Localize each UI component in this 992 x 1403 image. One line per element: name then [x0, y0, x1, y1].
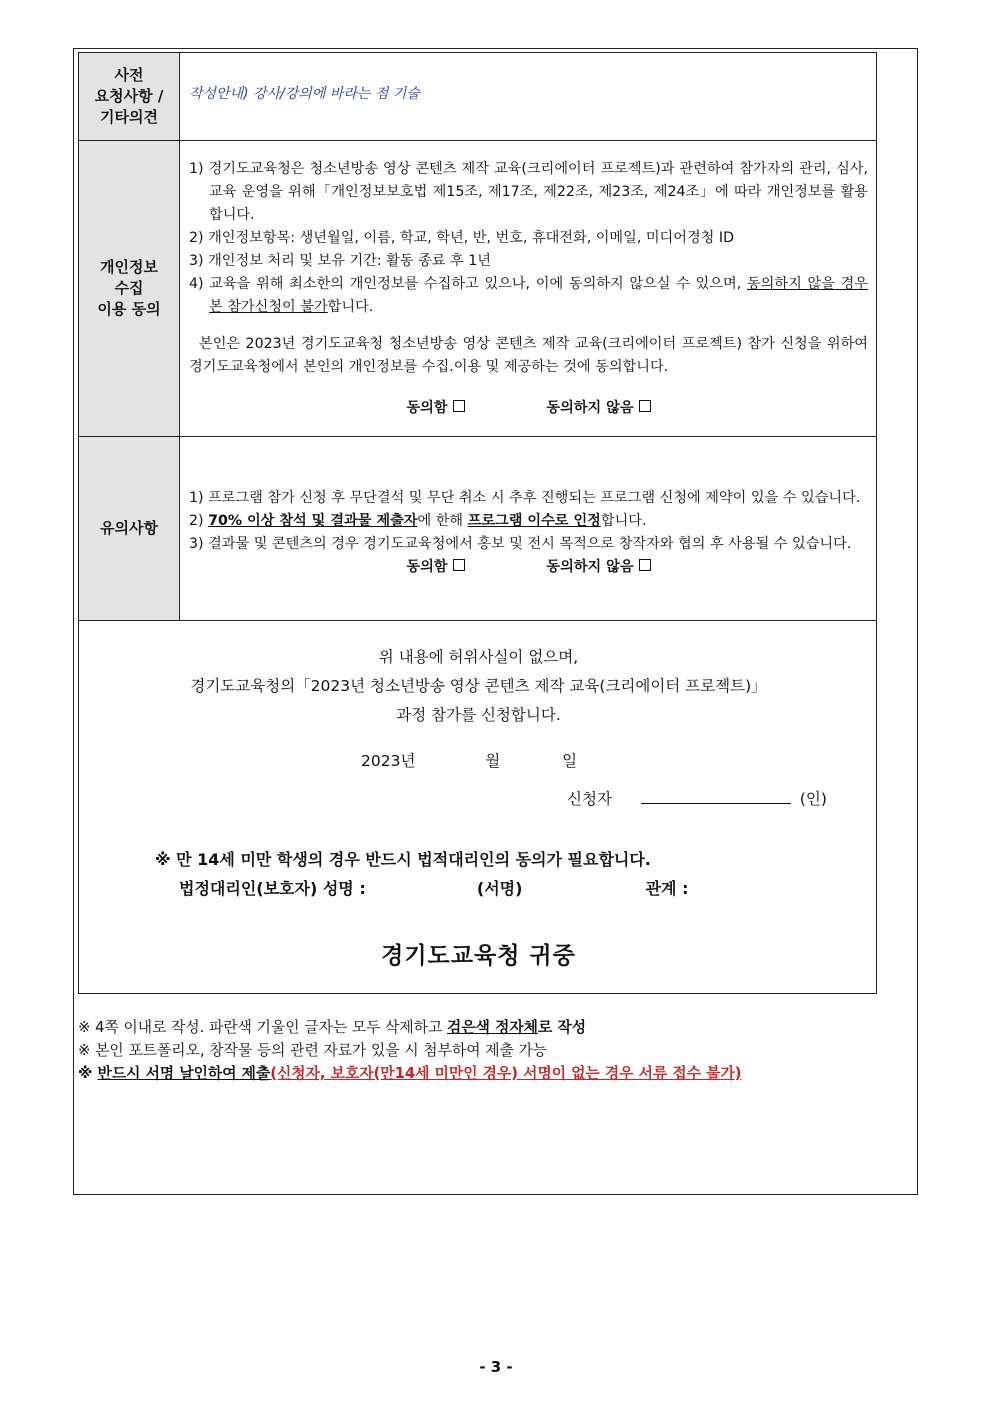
privacy-content: [180, 141, 877, 437]
page-number: - 3 -: [479, 1358, 513, 1376]
guardian-relation-label: 관계 :: [645, 879, 689, 898]
row-declaration: [79, 621, 877, 994]
privacy-item-1: 1) 경기도교육청은 청소년방송 영상 콘텐츠 제작 교육(크리에이터 프로젝트)과 관련하여 참가자의 관리, 심사, 교육 운영을 위해「개인정보보호법 제15조, 제17조, 제22조, 제23조, 제24조」에 따라 개인정보를 활용합니다.: [189, 160, 868, 223]
notice-content: [180, 437, 877, 621]
notice-disagree-checkbox[interactable]: [639, 559, 651, 571]
notice-item-3: 3) 결과물 및 콘텐츠의 경우 경기도교육청에서 홍보 및 전시 목적으로 창작자와 협의 후 사용될 수 있습니다.: [189, 535, 852, 552]
note-1: ※ 4쪽 이내로 작성. 파란색 기울인 글자는 모두 삭제하고 검은색 정자체로 작성: [78, 1019, 586, 1036]
recipient: 경기도교육청 귀중: [381, 943, 576, 969]
notice-agree-option[interactable]: 동의함: [406, 556, 464, 579]
declaration-text: 위 내용에 허위사실이 없으며, 경기도교육청의「2023년 청소년방송 영상 콘텐츠 제작 교육(크리에이터 프로젝트)」 과정 참가를 신청합니다.: [190, 648, 767, 724]
privacy-disagree-option[interactable]: 동의하지 않음: [546, 397, 650, 420]
row-notice-header: 유의사항: [79, 437, 180, 621]
row-request-header: 사전 요청사항 / 기타의견: [79, 53, 180, 141]
privacy-item-3: 3) 개인정보 처리 및 보유 기간: 활동 종료 후 1년: [189, 252, 491, 269]
guardian-label: 법정대리인(보호자) 성명 :: [179, 879, 366, 898]
privacy-consent-options: [189, 397, 868, 420]
date-month[interactable]: 월: [485, 752, 501, 770]
request-guide-text: 작성안내) 강사/강의에 바라는 점 기술: [189, 86, 420, 102]
privacy-agree-checkbox[interactable]: [453, 400, 465, 412]
privacy-item-4: 4) 교육을 위해 최소한의 개인정보를 수집하고 있으나, 이에 동의하지 않으실 수 있으며, 동의하지 않을 경우 본 참가신청이 불가합니다.: [189, 275, 868, 315]
notice-consent-options: [189, 556, 868, 579]
row-request: [79, 53, 877, 141]
notice-item-2: 2) 70% 이상 참석 및 결과물 제출자에 한해 프로그램 이수로 인정합니다.: [189, 512, 647, 529]
notice-item-1: 1) 프로그램 참가 신청 후 무단결석 및 무단 취소 시 추후 진행되는 프로그램 신청에 제약이 있을 수 있습니다.: [189, 489, 861, 506]
date-day[interactable]: 일: [562, 752, 578, 770]
date-line: [361, 749, 577, 771]
applicant-label: 신청자: [567, 790, 612, 808]
note-2: ※ 본인 포트폴리오, 창작물 등의 관련 자료가 있을 시 첨부하여 제출 가능: [78, 1042, 548, 1059]
privacy-disagree-checkbox[interactable]: [639, 400, 651, 412]
applicant-line: [567, 787, 827, 809]
footer-notes: [78, 1016, 742, 1085]
application-form-table: [78, 52, 877, 994]
row-privacy-header: 개인정보 수집 이용 동의: [79, 141, 180, 437]
privacy-item-2: 2) 개인정보항목: 생년월일, 이름, 학교, 학년, 반, 번호, 휴대전화, 이메일, 미디어경청 ID: [189, 229, 734, 246]
note-3: ※ 반드시 서명 날인하여 제출(신청자, 보호자(만14세 미만인 경우) 서명이 없는 경우 서류 접수 불가): [78, 1065, 742, 1082]
privacy-consent-text: 본인은 2023년 경기도교육청 청소년방송 영상 콘텐츠 제작 교육(크리에이터 프로젝트) 참가 신청을 위하여 경기도교육청에서 본인의 개인정보를 수집.이용 및 제공하는 것에 동의합니다.: [189, 335, 868, 375]
guardian-signature: (서명): [476, 879, 523, 898]
applicant-seal: (인): [799, 790, 827, 808]
row-notice: [79, 437, 877, 621]
request-field[interactable]: [180, 53, 877, 141]
declaration-cell: [79, 621, 877, 994]
privacy-agree-option[interactable]: 동의함: [406, 397, 464, 420]
minor-consent-note: ※ 만 14세 미만 학생의 경우 반드시 법적대리인의 동의가 필요합니다.: [155, 850, 651, 869]
applicant-signature-field[interactable]: [641, 787, 791, 804]
notice-agree-checkbox[interactable]: [453, 559, 465, 571]
guardian-line: [179, 876, 688, 899]
date-year: 2023년: [361, 752, 416, 770]
row-privacy: [79, 141, 877, 437]
notice-disagree-option[interactable]: 동의하지 않음: [546, 556, 650, 579]
